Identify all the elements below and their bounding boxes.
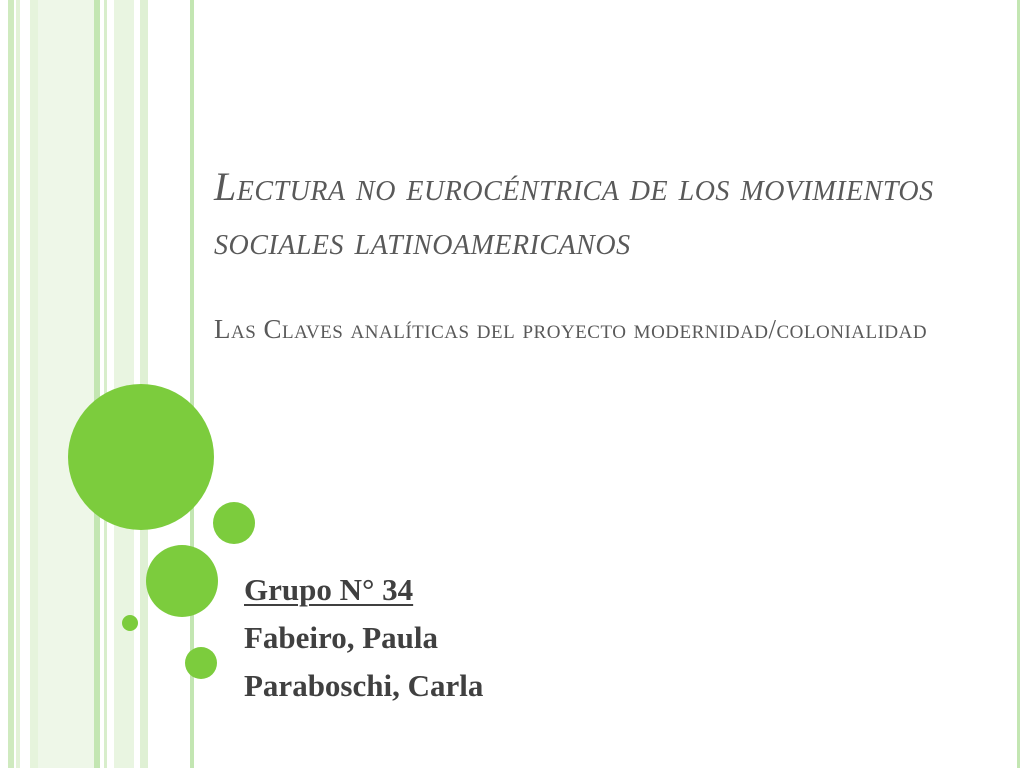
decorative-stripes [0,0,200,768]
small-circle [185,647,217,679]
slide-subtitle: Las Claves analíticas del proyecto modernidad/colonialidad [214,314,928,344]
medium-circle [146,545,218,617]
stripe [104,0,107,768]
author-name: Paraboschi, Carla [244,668,484,703]
group-number: Grupo N° 34 [244,572,414,607]
right-border-line [1017,0,1020,768]
stripe [38,0,94,768]
large-circle [68,384,214,530]
stripe [94,0,100,768]
slide-title: Lectura no eurocéntrica de los movimientos sociales latinoamericanos [214,164,934,263]
tiny-circle [122,615,138,631]
small-circle [213,502,255,544]
author-name: Fabeiro, Paula [244,620,439,655]
author-block [244,566,483,710]
stripe [30,0,38,768]
stripe [16,0,20,768]
stripe [8,0,14,768]
